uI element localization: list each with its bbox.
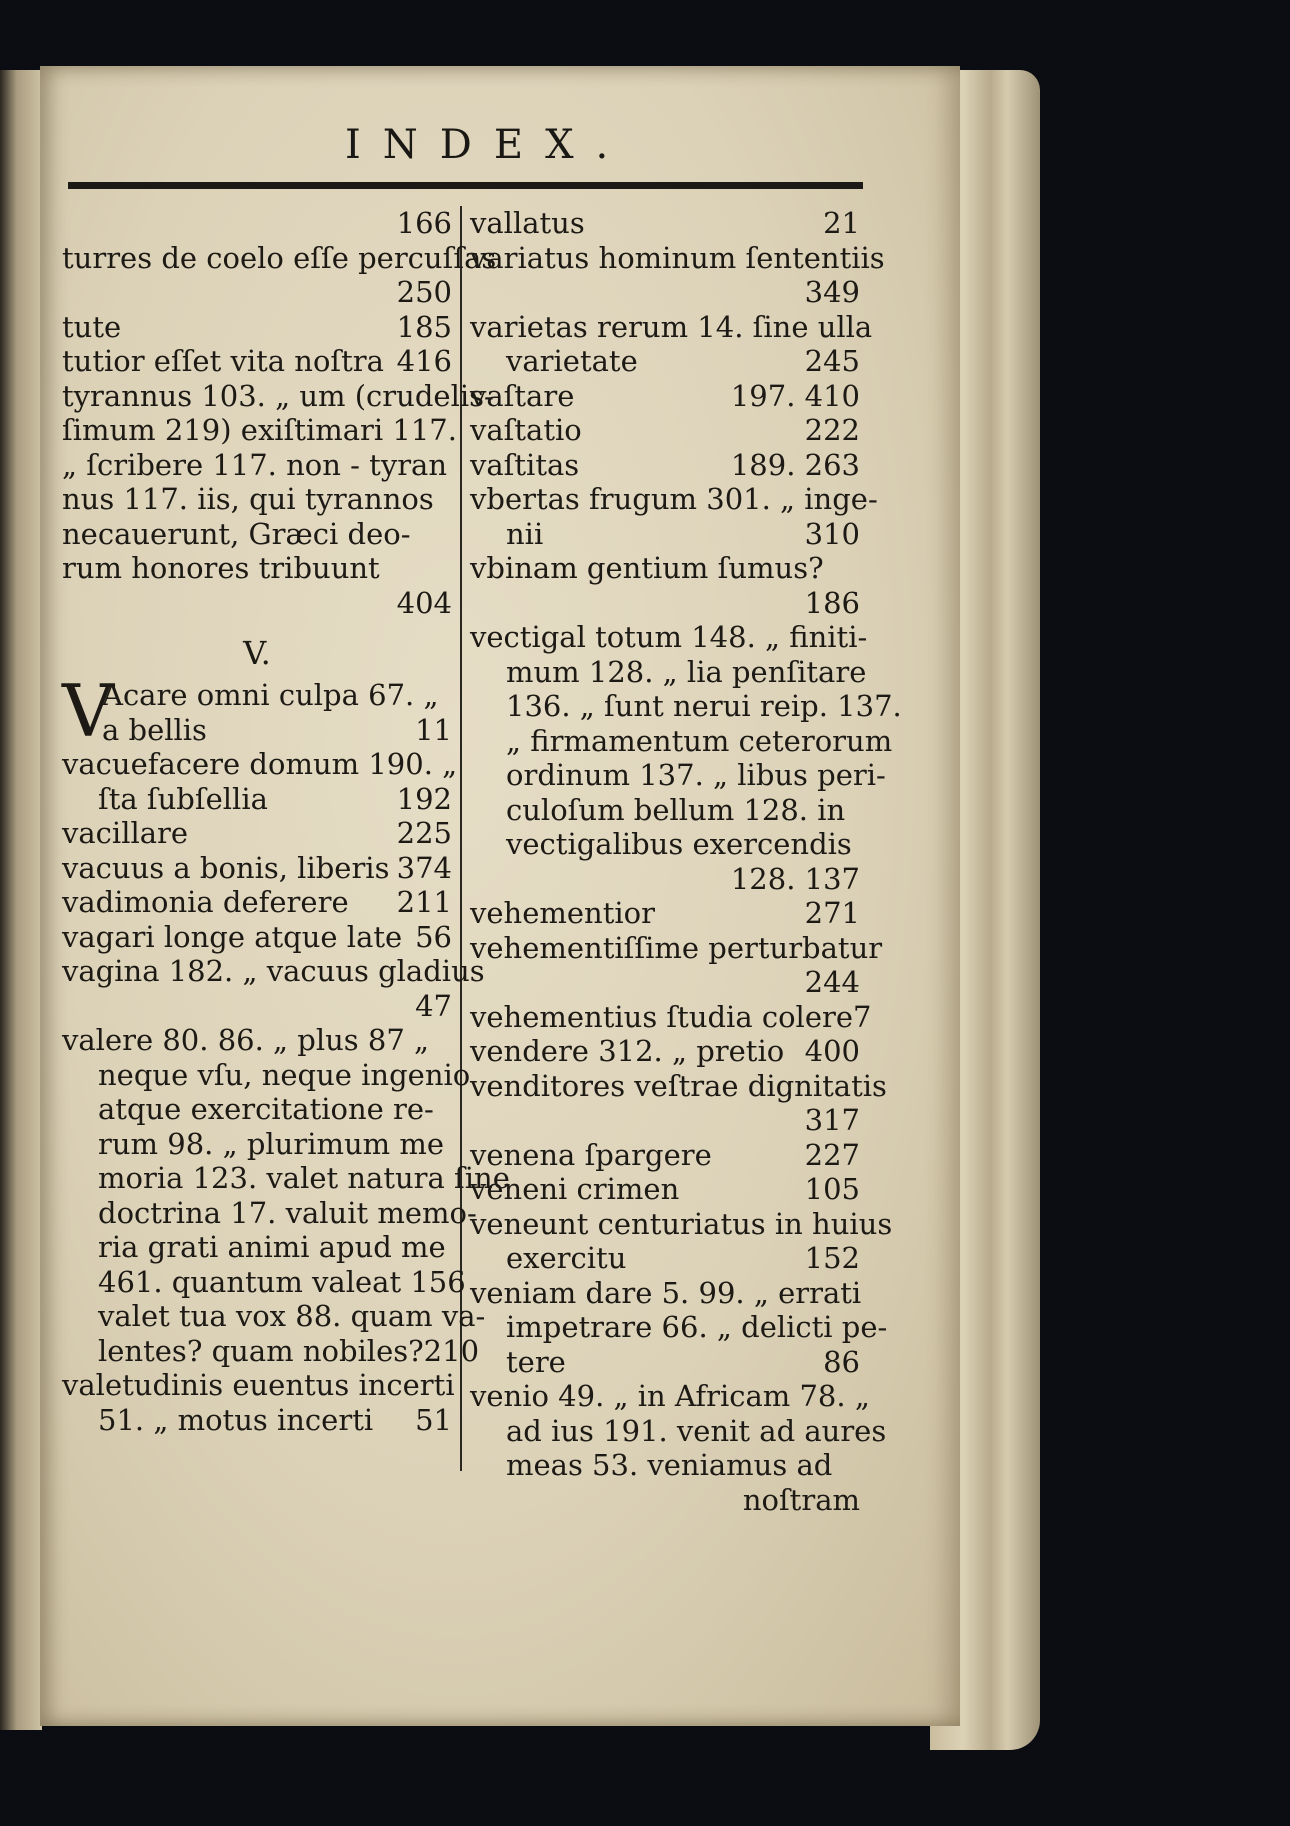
entry-text: doctrina 17. valuit memo- — [98, 1195, 477, 1230]
page-reference: 47 — [415, 988, 452, 1023]
index-entry — [470, 1310, 888, 1345]
entry-text: impetrare 66. „ delicti pe- — [506, 1310, 888, 1344]
page-reference: 400 — [804, 1034, 860, 1068]
left-column — [62, 206, 510, 1437]
page-reference: 244 — [804, 965, 860, 999]
entry-text: vacuefacere domum 190. „ — [62, 747, 458, 781]
entry-text: vectigal totum 148. „ finiti- — [470, 620, 868, 654]
page-reference: 11 — [415, 712, 452, 747]
entry-text: tutior eſſet vita noſtra — [62, 344, 384, 378]
entry-text: ſimum 219) exiſtimari 117. — [62, 413, 457, 447]
entry-text: vbinam gentium ſumus? — [470, 551, 824, 585]
index-entry — [470, 517, 860, 552]
index-entry — [62, 885, 452, 920]
page-reference: 317 — [804, 1103, 860, 1137]
page-reference: 404 — [396, 585, 452, 620]
index-entry — [470, 1483, 860, 1518]
entry-text: 461. quantum valeat 156 — [98, 1264, 466, 1299]
index-entry — [470, 723, 893, 759]
index-entry — [470, 240, 885, 276]
index-entry — [102, 713, 452, 748]
index-entry — [470, 689, 902, 724]
entry-text: variatus hominum ſententiis — [470, 240, 885, 275]
index-entry — [62, 747, 458, 782]
entry-text: atque exercitatione re- — [98, 1092, 434, 1126]
index-entry — [62, 206, 452, 241]
index-entry — [62, 816, 452, 851]
entry-text: a bellis — [102, 712, 207, 747]
index-entry — [470, 862, 860, 897]
entry-text: venditores veſtrae dignitatis — [470, 1068, 887, 1103]
page-reference: noſtram — [742, 1482, 860, 1517]
entry-text: vehementius ſtudia colere — [470, 999, 854, 1034]
index-entry — [62, 1092, 452, 1127]
entry-text: vaſtare — [470, 378, 575, 413]
index-entry — [470, 1034, 860, 1069]
page-reference: 271 — [804, 896, 860, 930]
page-reference: 227 — [804, 1137, 860, 1172]
page-reference: 185 — [396, 309, 452, 344]
entry-text: „ firmamentum ceterorum — [506, 723, 893, 758]
index-entry — [62, 954, 485, 989]
index-entry — [62, 851, 452, 886]
entry-text: venena ſpargere — [470, 1137, 712, 1172]
index-entry — [62, 989, 452, 1024]
index-entry — [470, 1379, 870, 1414]
entry-text: culoſum bellum 128. in — [506, 792, 846, 827]
index-entry — [470, 1345, 860, 1380]
index-entry — [470, 309, 873, 345]
entry-text: varietas rerum 14. ſine ulla — [470, 309, 873, 344]
entry-text: nii — [506, 516, 544, 551]
entry-text: valere 80. 86. „ plus 87 „ — [62, 1023, 430, 1057]
entry-text: moria 123. valet natura ſine — [98, 1161, 510, 1195]
index-entry — [62, 920, 452, 955]
index-entry — [62, 1333, 480, 1369]
entry-text: tute — [62, 309, 122, 344]
entry-text: necauerunt, Græci deo- — [62, 516, 411, 551]
entry-text: tyrannus 103. „ um (crudelis- — [62, 378, 494, 413]
index-entry — [62, 240, 497, 276]
entry-text: venio 49. „ in Africam 78. „ — [470, 1379, 870, 1413]
entry-text: veniam dare 5. 99. „ errati — [470, 1275, 862, 1310]
entry-text: vehementiſſime perturbatur — [470, 930, 883, 965]
index-entry — [470, 413, 860, 448]
index-entry — [470, 654, 867, 690]
entry-text: ſta ſubſellia — [98, 781, 268, 816]
index-entry — [62, 1299, 486, 1334]
entry-text: mum 128. „ lia penſitare — [506, 654, 867, 689]
entry-text: rum honores tribuunt — [62, 551, 380, 585]
index-entry — [470, 1138, 860, 1173]
index-entry — [470, 896, 860, 931]
index-entry — [62, 413, 457, 448]
entry-text: 51. „ motus incerti — [98, 1402, 374, 1437]
right-column — [470, 206, 902, 1517]
index-entry — [470, 1448, 860, 1483]
index-entry — [62, 586, 452, 621]
index-entry — [470, 999, 872, 1035]
index-entry — [470, 586, 860, 621]
index-entry — [62, 1403, 452, 1438]
index-entry — [470, 1068, 887, 1104]
entry-text: „ ſcribere 117. non - tyran — [62, 447, 448, 482]
index-entry — [470, 379, 860, 414]
entry-text: turres de coelo eſſe percuſſas — [62, 240, 497, 275]
index-entry — [470, 1276, 860, 1311]
index-entry — [470, 448, 860, 483]
entry-text: Acare omni culpa 67. „ — [102, 678, 439, 712]
index-entry — [62, 1161, 510, 1196]
page-reference: 222 — [804, 413, 860, 447]
index-entry — [470, 793, 860, 828]
entry-text: vectigalibus exercendis — [506, 827, 852, 861]
page-reference: 105 — [804, 1172, 860, 1206]
index-entry — [470, 206, 860, 241]
entry-text: veneunt centuriatus in huius — [470, 1206, 893, 1241]
index-entry — [470, 344, 860, 379]
entry-text: ad ius 191. venit ad aures — [506, 1413, 887, 1448]
entry-text: vacillare — [62, 816, 189, 850]
index-entry — [470, 827, 860, 862]
page-reference: 245 — [804, 344, 860, 378]
index-entry — [62, 1127, 452, 1162]
entry-text: ordinum 137. „ libus peri- — [506, 758, 886, 792]
page-reference: 186 — [804, 585, 860, 620]
page-reference: 21 — [823, 206, 860, 240]
entry-text: nus 117. iis, qui tyrannos — [62, 482, 434, 516]
index-entry — [102, 678, 452, 713]
page-reference: 416 — [396, 344, 452, 378]
entry-text: varietate — [506, 344, 638, 378]
entry-text: 136. „ ſunt nerui reip. 137. — [506, 689, 902, 723]
index-entry — [62, 1023, 452, 1058]
entry-text: vacuus a bonis, liberis — [62, 850, 390, 885]
page-reference: 152 — [804, 1241, 860, 1275]
index-entry — [470, 551, 860, 586]
index-entry — [470, 275, 860, 310]
index-entry — [62, 378, 494, 414]
entry-text: valetudinis euentus incerti — [62, 1368, 455, 1402]
index-entry — [62, 344, 452, 379]
index-entry — [470, 758, 886, 793]
index-entry — [62, 482, 452, 517]
index-entry — [470, 1206, 893, 1242]
page-reference: 7 — [853, 999, 872, 1034]
index-entry — [62, 782, 452, 817]
page-reference: 192 — [396, 781, 452, 816]
page-reference: 225 — [396, 816, 452, 850]
page-header: INDEX. — [345, 122, 631, 168]
entry-text: meas 53. veniamus ad — [506, 1448, 833, 1482]
index-entry — [62, 448, 452, 483]
entry-text: rum 98. „ plurimum me — [98, 1126, 445, 1161]
entry-text: lentes? quam nobiles? — [98, 1333, 424, 1368]
facing-page-edge — [0, 70, 42, 1730]
index-entry — [62, 1230, 452, 1265]
entry-text: vagari longe atque late — [62, 919, 403, 954]
index-entry — [62, 310, 452, 345]
index-entry — [470, 1103, 860, 1138]
page-reference: 374 — [396, 850, 452, 885]
page-reference: 128. 137 — [730, 861, 860, 896]
section-heading: V. — [243, 634, 271, 672]
entry-text: vendere 312. „ pretio — [470, 1034, 785, 1068]
index-entry — [470, 930, 883, 966]
index-entry — [470, 1241, 860, 1276]
index-entry — [62, 275, 452, 310]
entry-text: vallatus — [470, 206, 585, 240]
header-rule — [68, 182, 863, 189]
index-entry — [470, 1413, 887, 1449]
entry-text: vagina 182. „ vacuus gladius — [62, 954, 485, 988]
page-reference: 349 — [804, 275, 860, 309]
page-reference: 210 — [423, 1333, 480, 1368]
entry-text: valet tua vox 88. quam va- — [98, 1299, 486, 1333]
index-entry — [62, 1057, 471, 1093]
entry-text: vbertas frugum 301. „ inge- — [470, 482, 878, 516]
index-entry — [470, 965, 860, 1000]
dropcap-entry — [62, 669, 452, 753]
dropcap-letter: V — [62, 669, 114, 753]
page-reference: 211 — [396, 885, 452, 919]
entry-text: exercitu — [506, 1241, 627, 1275]
page-reference: 86 — [823, 1344, 860, 1379]
index-entry — [62, 1368, 455, 1403]
entry-text: vaſtitas — [470, 447, 580, 482]
page-reference: 250 — [396, 275, 452, 309]
page-reference: 310 — [804, 516, 860, 551]
entry-text: vehementior — [470, 896, 655, 930]
entry-text: veneni crimen — [470, 1172, 680, 1206]
entry-text: vaſtatio — [470, 413, 582, 447]
page-reference: 56 — [415, 919, 452, 954]
index-entry — [470, 620, 868, 655]
page-reference: 166 — [396, 206, 452, 240]
index-entry — [62, 517, 452, 552]
index-entry — [62, 1195, 477, 1231]
entry-text: vadimonia deferere — [62, 885, 349, 919]
index-entry — [470, 1172, 860, 1207]
page-reference: 189. 263 — [730, 447, 860, 482]
index-entry — [470, 482, 878, 517]
entry-text: tere — [506, 1344, 566, 1379]
entry-text: ria grati animi apud me — [98, 1230, 446, 1264]
page-reference: 51 — [415, 1402, 452, 1437]
entry-text: neque vſu, neque ingenio — [98, 1057, 471, 1092]
index-entry — [62, 1264, 466, 1300]
page-reference: 197. 410 — [730, 378, 860, 413]
index-entry — [62, 551, 452, 586]
